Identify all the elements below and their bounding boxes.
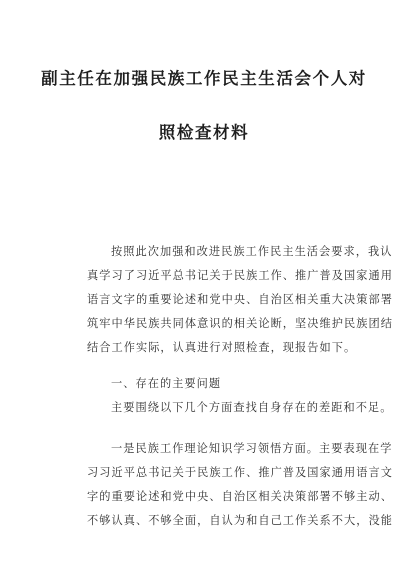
paragraph-3-line-4: 不够认真、不够全面，自认为和自己工作关系不大，没能 [87, 514, 393, 527]
paragraph-1-line-1: 按照此次加强和改进民族工作民主生活会要求，我认 [111, 245, 393, 258]
paragraph-3-line-2: 习习近平总书记关于民族工作、推广普及国家通用语言文 [87, 466, 393, 479]
paragraph-1-line-4: 筑牢中华民族共同体意识的相关论断，坚决维护民族团结 [87, 317, 393, 330]
document-title-line-1: 副主任在加强民族工作民主生活会个人对 [41, 69, 367, 88]
paragraph-1-line-3: 语言文字的重要论述和党中央、自治区相关重大决策部署 [87, 293, 393, 306]
section-heading: 一、存在的主要问题 [111, 377, 222, 390]
paragraph-3-line-1: 一是民族工作理论知识学习领悟方面。主要表现在学 [111, 442, 393, 455]
section-intro: 主要围绕以下几个方面查找自身存在的差距和不足。 [111, 401, 393, 414]
paragraph-1-line-5: 结合工作实际，认真进行对照检查，现报告如下。 [87, 341, 357, 354]
paragraph-1-line-2: 真学习了习近平总书记关于民族工作、推广普及国家通用 [87, 269, 393, 282]
document-title-line-2: 照检查材料 [158, 123, 250, 142]
paragraph-3-line-3: 字的重要论述和党中央、自治区相关决策部署不够主动、 [87, 490, 393, 503]
